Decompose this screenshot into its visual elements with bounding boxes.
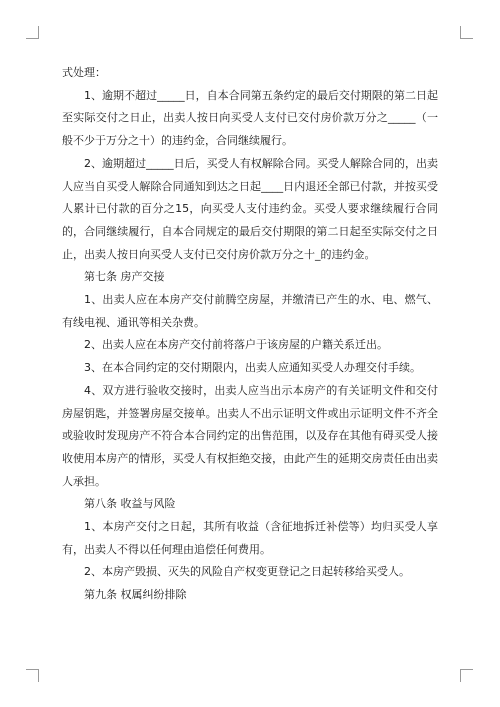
crop-mark-top-right <box>460 26 473 39</box>
clause-item: 2、逾期超过_____日后，买受人有权解除合同。买受人解除合同的，出卖人应当自买受人解除合同通知到达之日起____日内退还全部已付款，并按买受人累计已付款的百分之15，向买受人支付违约金。买受人要求继续履行合同的，合同继续履行，自本合同规定的最后交付期限的第二日起至实际交付之日止，出卖人按日向买受人支付已交付房价款万分之十_的违约金。 <box>62 156 438 261</box>
article-heading: 第七条 房产交接 <box>84 270 165 284</box>
clause-item: 1、本房产交付之日起，其所有收益（含征地拆迁补偿等）均归买受人享有，出卖人不得以任何理由追偿任何费用。 <box>62 520 438 556</box>
article-heading: 第九条 权属纠纷排除 <box>84 588 187 602</box>
clause-item: 2、出卖人应在本房产交付前将落户于该房屋的户籍关系迁出。 <box>84 338 388 352</box>
clause-item: 1、逾期不超过_____日，自本合同第五条约定的最后交付期限的第二日起至实际交付之日止，出卖人按日向买受人支付已交付房价款万分之_____（一般不少于万分之十）的违约金，合同继续履行。 <box>62 88 438 148</box>
document-body <box>62 62 438 607</box>
article-heading: 第八条 收益与风险 <box>84 497 176 511</box>
crop-mark-top-left <box>26 26 39 39</box>
clause-item: 1、出卖人应在本房产交付前腾空房屋，并缴清已产生的水、电、燃气、有线电视、通讯等相关杂费。 <box>62 293 438 329</box>
clause-item: 2、本房产毁损、灭失的风险自产权变更登记之日起转移给买受人。 <box>84 565 410 579</box>
lead-line: 式处理： <box>62 66 106 79</box>
clause-item: 3、在本合同约定的交付期限内，出卖人应通知买受人办理交付手续。 <box>84 361 421 375</box>
crop-mark-bottom-right <box>460 669 473 682</box>
crop-mark-bottom-left <box>26 669 39 682</box>
clause-item: 4、双方进行验收交接时，出卖人应当出示本房产的有关证明文件和交付房屋钥匙，并签署房屋交接单。出卖人不出示证明文件或出示证明文件不齐全或验收时发现房产不符合本合同约定的出售范围，以及存在其他有碍买受人接收使用本房产的情形，买受人有权拒绝交接，由此产生的延期交房责任由出卖人承担。 <box>62 383 438 488</box>
